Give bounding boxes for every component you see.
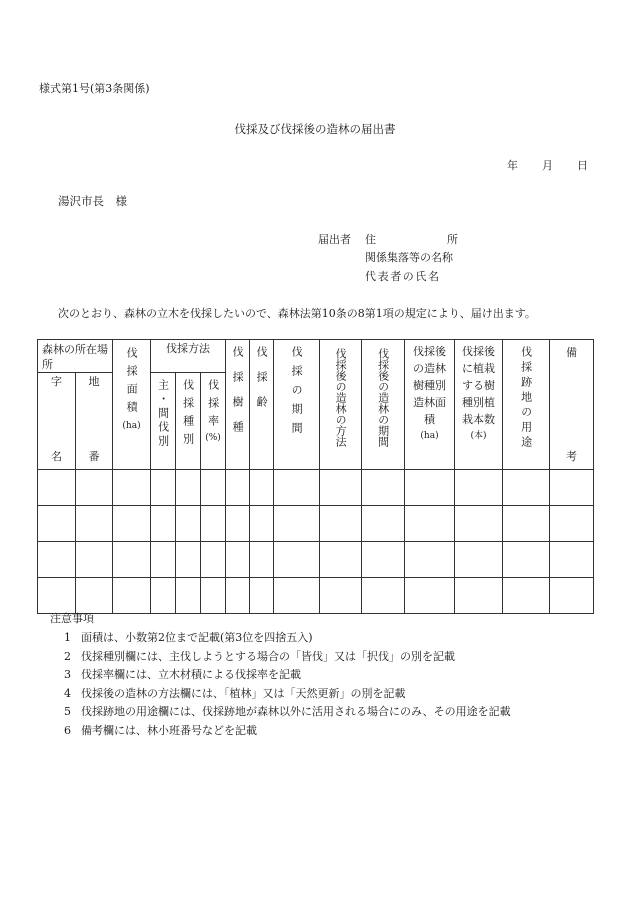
header-reforest-method: 伐採後の造林の方法 <box>320 340 362 470</box>
header-age: 伐採齢 <box>250 340 274 470</box>
applicant-label: 届出者 <box>318 233 351 246</box>
header-cut-rate: 伐採率 (%) <box>201 373 226 470</box>
header-period: 伐採の期間 <box>274 340 320 470</box>
notification-table <box>37 339 594 614</box>
date-month: 月 <box>542 159 553 172</box>
note-item: 4 伐採後の造林の方法欄には、「植林」又は「天然更新」の別を記載 <box>64 687 406 700</box>
form-number: 様式第1号(第3条関係) <box>39 82 150 95</box>
table-cell[interactable] <box>38 470 76 506</box>
header-area: 伐採面積 (ha) <box>113 340 151 470</box>
header-reforest-period: 伐採後の造林の期間 <box>362 340 405 470</box>
header-remarks: 備 考 <box>550 340 594 470</box>
header-location: 森林の所在場所 <box>38 340 113 373</box>
applicant-org-label: 関係集落等の名称 <box>365 251 453 264</box>
addressee: 湯沢市長 様 <box>58 194 127 208</box>
header-cut-type: 伐採種別 <box>176 373 201 470</box>
header-chiban: 地 番 <box>76 373 113 470</box>
header-reforest-area: 伐採後 の造林 樹種別 造林面 積 (ha) <box>405 340 455 470</box>
document-title: 伐採及び伐採後の造林の届出書 <box>234 122 396 136</box>
header-main-inter: 主・間伐別 <box>151 373 176 470</box>
intro-text: 次のとおり、森林の立木を伐採したいので、森林法第10条の8第1項の規定により、届け出ます。 <box>58 307 536 320</box>
date-year: 年 <box>507 159 518 172</box>
header-method-group: 伐採方法 <box>151 340 226 373</box>
header-planting-count: 伐採後 に植栽 する樹 種別植 栽本数 (本) <box>455 340 503 470</box>
table-cell[interactable] <box>38 506 76 542</box>
table-cell[interactable] <box>38 578 76 614</box>
note-item: 5 伐採跡地の用途欄には、伐採跡地が森林以外に活用される場合にのみ、その用途を記載 <box>64 705 511 718</box>
date-day: 日 <box>577 159 588 172</box>
applicant-address-label-2: 所 <box>447 233 458 246</box>
applicant-name-label: 代表者の氏名 <box>365 270 441 283</box>
date-line <box>507 157 588 173</box>
notes-title: 注意事項 <box>50 612 94 625</box>
note-item: 6 備考欄には、林小班番号などを記載 <box>64 724 257 737</box>
note-item: 3 伐採率欄には、立木材積による伐採率を記載 <box>64 668 301 681</box>
note-item: 1 面積は、小数第2位まで記載(第3位を四捨五入) <box>64 631 313 644</box>
header-species: 伐採樹種 <box>226 340 250 470</box>
applicant-address-label-1: 住 <box>365 233 376 246</box>
table-cell[interactable] <box>38 542 76 578</box>
header-aza: 字 名 <box>38 373 76 470</box>
header-land-use: 伐採跡地の用途 <box>503 340 550 470</box>
note-item: 2 伐採種別欄には、主伐しようとする場合の「皆伐」又は「択伐」の別を記載 <box>64 650 455 663</box>
